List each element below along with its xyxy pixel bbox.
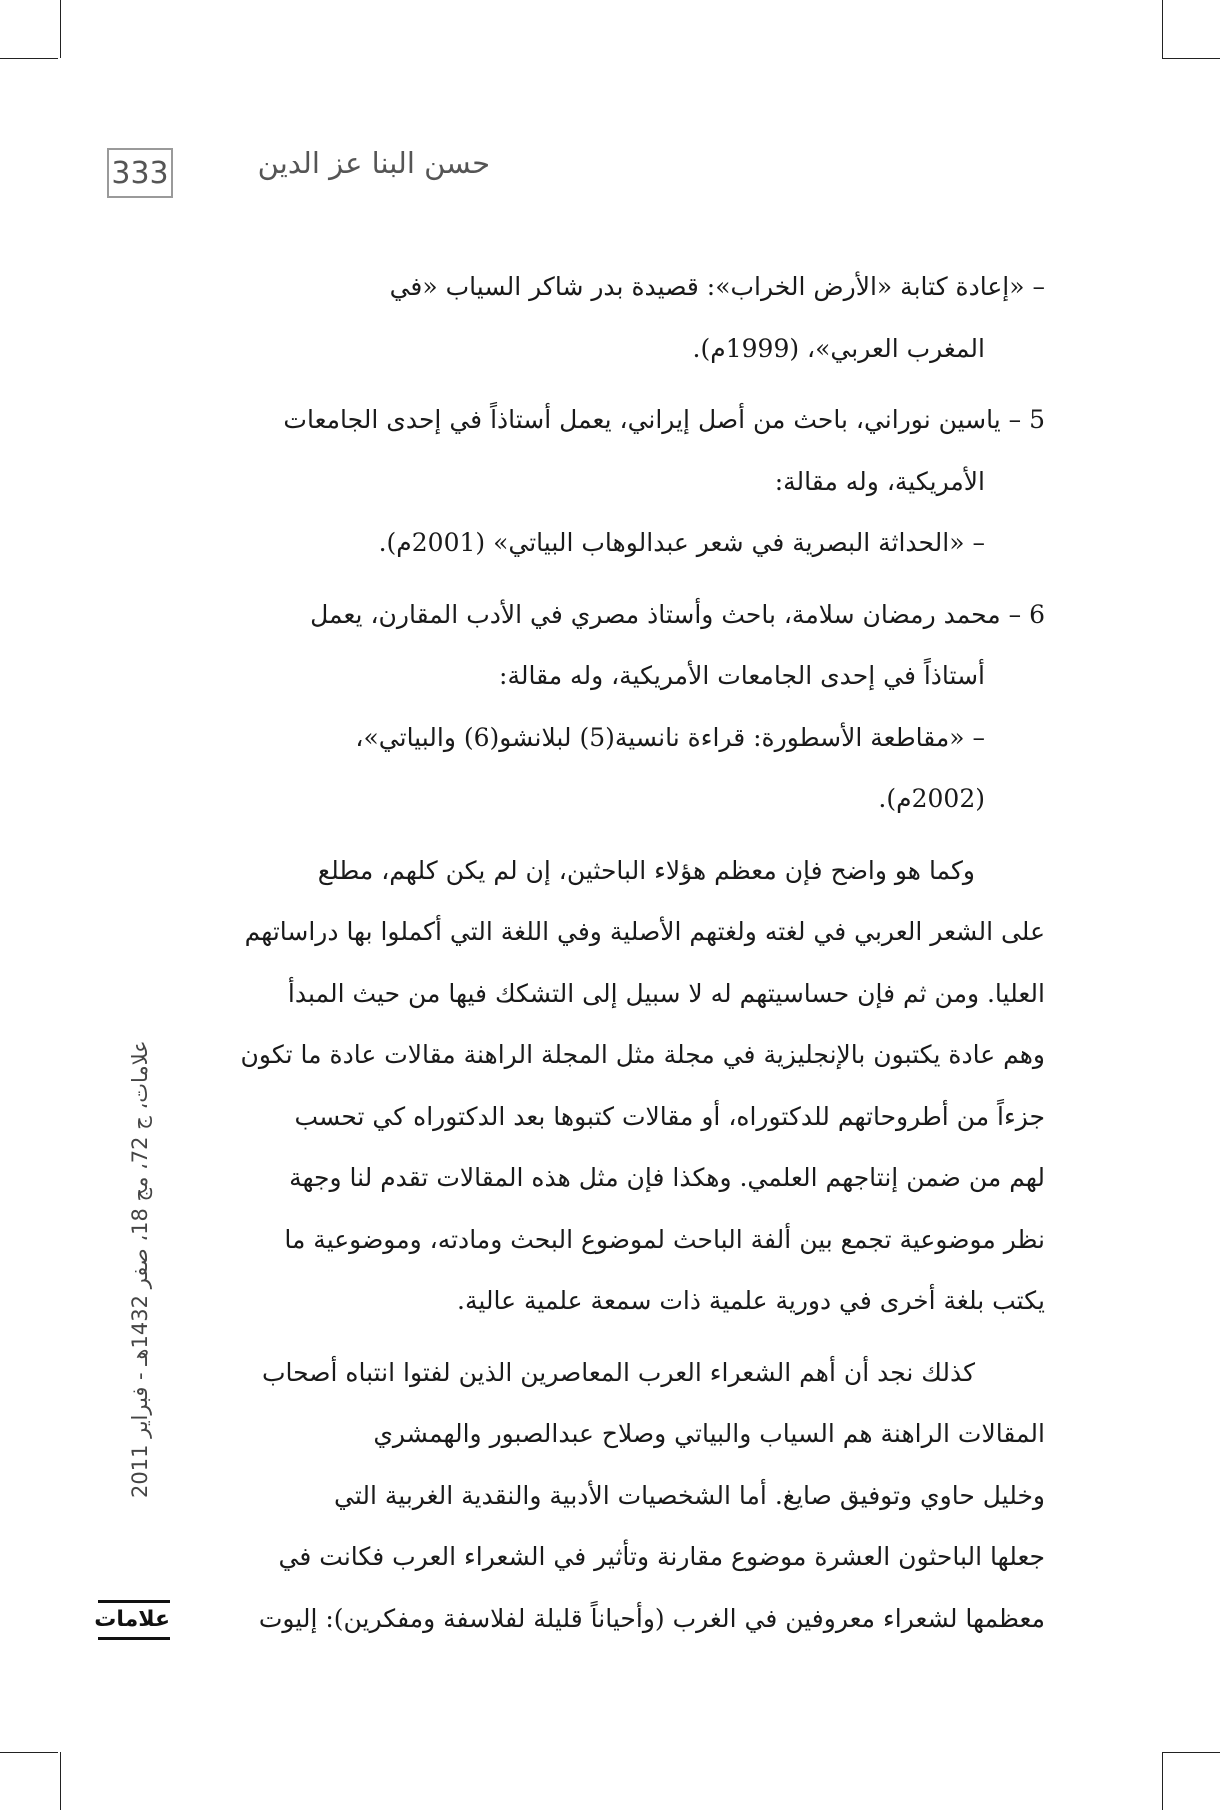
text-line: المقالات الراهنة هم السياب والبياتي وصلاح عبدالصبور والهمشري: [373, 1419, 1045, 1448]
crop-mark: [0, 58, 58, 59]
crop-mark: [1162, 1752, 1220, 1753]
text-line: على الشعر العربي في لغته ولغتهم الأصلية وفي اللغة التي أكملوا بها دراساتهم: [244, 917, 1045, 946]
text-line: كذلك نجد أن أهم الشعراء العرب المعاصرين الذين لفتوا انتباه أصحاب: [261, 1357, 975, 1387]
crop-mark: [60, 1752, 61, 1810]
text-line: نظر موضوعية تجمع بين ألفة الباحث لموضوع البحث ومادته، وموضوعية ما: [284, 1224, 1045, 1254]
text-line: يكتب بلغة أخرى في دورية علمية ذات سمعة علمية عالية.: [457, 1286, 1045, 1315]
running-head-author: حسن البنا عز الدين: [257, 146, 490, 180]
crop-mark: [1162, 0, 1163, 58]
text-line: – «إعادة كتابة «الأرض الخراب»: قصيدة بدر شاكر السياب «في: [389, 272, 1045, 301]
text-line: جعلها الباحثون العشرة موضوع مقارنة وتأثير في الشعراء العرب فكانت في: [278, 1542, 1045, 1571]
text-line: وخليل حاوي وتوفيق صايغ. أما الشخصيات الأدبية والنقدية الغربية التي: [333, 1480, 1045, 1510]
crop-mark: [1162, 1752, 1163, 1810]
text-line: وكما هو واضح فإن معظم هؤلاء الباحثين، إن لم يكن كلهم، مطلع: [317, 855, 975, 885]
text-line: 6 – محمد رمضان سلامة، باحث وأستاذ مصري في الأدب المقارن، يعمل: [310, 599, 1045, 629]
text-line: وهم عادة يكتبون بالإنجليزية في مجلة مثل المجلة الراهنة مقالات عادة ما تكون: [240, 1040, 1045, 1069]
text-line: المغرب العربي»، (1999م).: [692, 333, 985, 363]
journal-info-vertical: علامات، ج 72، مج 18، صفر 1432هـ - فبراير 2011: [128, 1040, 152, 1498]
text-line: أستاذاً في إحدى الجامعات الأمريكية، وله مقالة:: [499, 661, 985, 690]
text-line: معظمها لشعراء معروفين في الغرب (وأحياناً قليلة لفلاسفة ومفكرين): إليوت: [258, 1603, 1045, 1633]
text-line: جزءاً من أطروحاتهم للدكتوراه، أو مقالات كتبوها بعد الدكتوراه كي تحسب: [294, 1101, 1045, 1131]
crop-mark: [1162, 58, 1220, 59]
page-number: 333: [107, 148, 173, 198]
text-line: – «الحداثة البصرية في شعر عبدالوهاب البياتي» (2001م).: [378, 528, 985, 557]
journal-logo: علامات: [98, 1600, 170, 1640]
crop-mark: [0, 1752, 58, 1753]
article-body: [205, 256, 1045, 1649]
text-line: 5 – ياسين نوراني، باحث من أصل إيراني، يعمل أستاذاً في إحدى الجامعات: [283, 405, 1045, 434]
text-line: العليا. ومن ثم فإن حساسيتهم له لا سبيل إلى التشكك فيها من حيث المبدأ: [287, 978, 1045, 1008]
text-line: لهم من ضمن إنتاجهم العلمي. وهكذا فإن مثل هذه المقالات تقدم لنا وجهة: [289, 1163, 1045, 1192]
text-line: (2002م).: [878, 784, 985, 813]
crop-mark: [60, 0, 61, 58]
text-line: – «مقاطعة الأسطورة: قراءة نانسية(5) لبلانشو(6) والبياتي»،: [355, 722, 985, 752]
text-line: الأمريكية، وله مقالة:: [774, 466, 985, 496]
